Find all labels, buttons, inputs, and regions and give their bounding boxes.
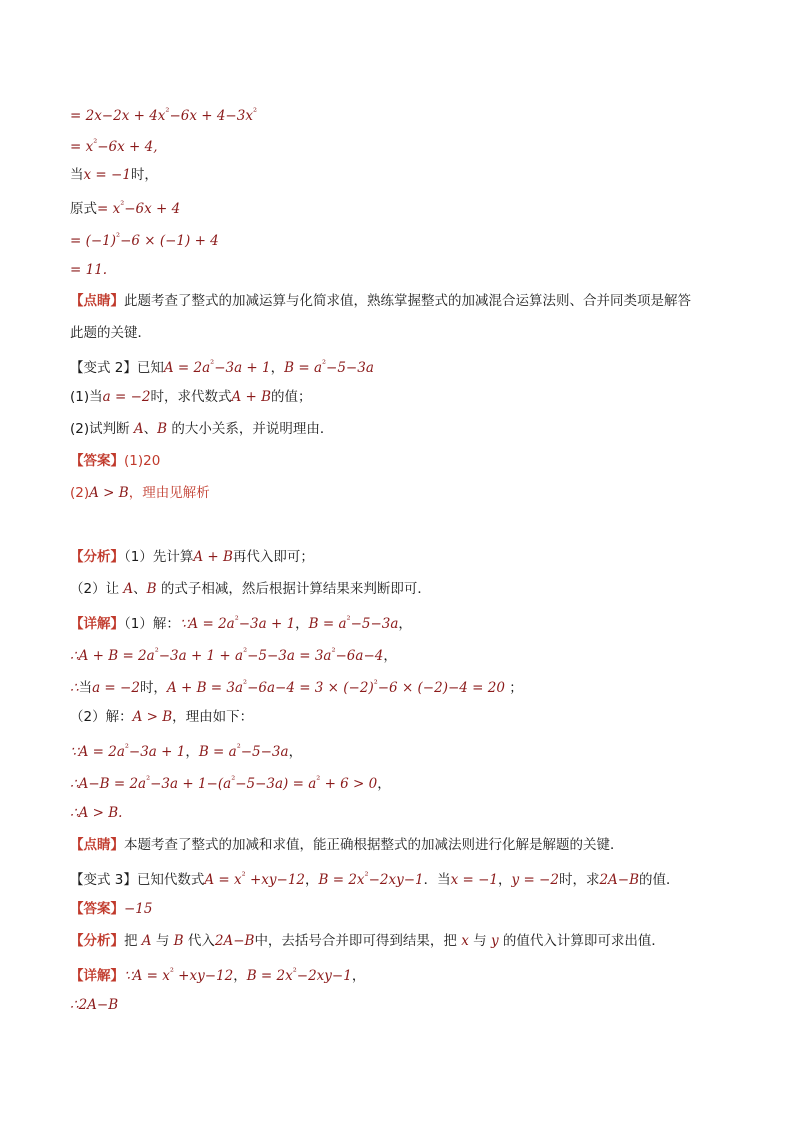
text-segment: （1）先计算 — [124, 549, 194, 565]
text-segment: ² — [236, 743, 241, 754]
text-segment: 【答案】 — [70, 453, 124, 469]
text-segment: 原式 — [70, 201, 97, 217]
text-line-26 — [70, 932, 724, 950]
text-line-2 — [70, 135, 724, 156]
text-segment: ² — [322, 359, 327, 370]
text-segment: ² — [292, 967, 297, 978]
text-segment: −15 — [124, 901, 153, 917]
text-segment: 、 — [133, 581, 147, 597]
text-segment: 2A−B — [214, 933, 255, 949]
text-segment: 时， — [139, 680, 167, 696]
text-segment: 【变式 2】已知 — [70, 360, 164, 376]
text-segment: ² — [210, 359, 215, 370]
text-line-22 — [70, 804, 724, 822]
text-segment: −5−3a — [350, 616, 399, 632]
text-segment: 当 — [78, 680, 93, 696]
text-line-13 — [70, 484, 724, 502]
text-segment: −5−3a = 3a — [247, 648, 332, 664]
text-line-14 — [70, 548, 724, 566]
text-segment: ∵A = x — [124, 968, 170, 984]
text-segment: （2）解： — [70, 709, 133, 725]
text-segment: ， — [288, 744, 303, 760]
text-segment: 时， — [130, 167, 158, 183]
text-segment: (1)当 — [70, 389, 103, 405]
text-line-12 — [70, 452, 724, 470]
text-segment: + 6 > 0 — [320, 776, 378, 792]
text-segment: −2xy−1 — [368, 872, 424, 888]
text-segment: ² — [316, 775, 321, 786]
text-segment: ² — [120, 200, 125, 211]
text-segment: A = 2a — [163, 360, 211, 376]
text-segment: −3a + 1 — [128, 744, 186, 760]
text-segment: ² — [331, 647, 336, 658]
text-segment: x — [461, 933, 469, 949]
text-segment: ∴A > B. — [70, 805, 123, 821]
text-segment: ， — [398, 616, 412, 632]
text-segment: ² — [154, 647, 159, 658]
text-segment: ² — [124, 743, 129, 754]
text-segment: （1）解： — [124, 616, 180, 632]
text-segment: (2)试判断 — [70, 421, 134, 437]
text-line-6 — [70, 261, 724, 279]
text-segment: −6 × (−2)−4 = 20 — [377, 680, 505, 696]
text-segment: ∵A = 2a — [70, 744, 125, 760]
text-segment: ² — [116, 232, 121, 243]
text-segment: ， — [383, 648, 397, 664]
text-segment: = (−1) — [70, 233, 117, 249]
text-segment: ； — [504, 680, 523, 696]
text-segment: 的值； — [271, 389, 312, 405]
text-segment: −3a + 1 — [238, 616, 296, 632]
text-segment: 【分析】 — [70, 549, 124, 565]
text-line-25 — [70, 900, 724, 918]
text-segment: −5−3a — [326, 360, 374, 376]
text-segment: ，理由见解析 — [128, 485, 210, 501]
text-segment: = x — [70, 139, 94, 155]
text-segment: ，理由如下： — [172, 709, 254, 725]
text-segment: 2A−B — [599, 872, 640, 888]
text-segment: 中，去括号合并即可得到结果，把 — [254, 933, 462, 949]
text-segment: −3a + 1 — [214, 360, 271, 376]
text-segment: ² — [165, 107, 170, 118]
text-segment: ² — [93, 138, 98, 149]
text-segment: −5−3a) = a — [235, 776, 317, 792]
text-segment: +xy−12 — [173, 968, 234, 984]
text-segment: 本题考查了整式的加减和求值，能正确根据整式的加减法则进行化解是解题的关键． — [124, 837, 624, 853]
text-segment: 当 — [70, 167, 84, 183]
text-segment: ∴A + B = 2a — [70, 648, 155, 664]
text-segment: −3a + 1−(a — [150, 776, 232, 792]
text-segment: 、 — [143, 421, 158, 437]
text-line-11 — [70, 420, 724, 438]
text-line-3 — [70, 166, 724, 184]
text-segment: A > B — [89, 485, 129, 501]
text-line-1 — [70, 104, 724, 125]
text-segment: B = 2x — [246, 968, 293, 984]
text-segment: ² — [234, 615, 239, 626]
text-line-8 — [70, 324, 724, 342]
text-segment: 此题考查了整式的加减运算与化简求值，熟练掌握整式的加减混合运算法则、合并同类项是解答 — [124, 293, 691, 309]
text-segment: 【变式 3】已知代数式 — [70, 872, 205, 888]
text-line-20 — [70, 740, 724, 761]
text-segment: 【答案】 — [70, 901, 124, 917]
text-segment: 把 — [124, 933, 142, 949]
text-line-17 — [70, 644, 724, 665]
text-line-16 — [70, 612, 724, 633]
text-segment: a = −2 — [92, 680, 140, 696]
text-segment: 的值代入计算即可求出值． — [498, 933, 665, 949]
text-segment: 的大小关系，并说明理由． — [167, 421, 334, 437]
text-segment: B = a — [308, 616, 347, 632]
text-segment: +xy−12 — [245, 872, 306, 888]
text-segment: ， — [185, 744, 199, 760]
text-segment: B = 2x — [318, 872, 365, 888]
text-segment: −2xy−1 — [296, 968, 352, 984]
text-segment: ² — [373, 679, 378, 690]
text-segment: −6a−4 = 3 × (−2) — [247, 680, 374, 696]
text-segment: 再代入即可； — [232, 549, 314, 565]
text-segment: ， — [270, 360, 285, 376]
text-segment: B — [173, 933, 184, 949]
text-segment: −6a−4 — [335, 648, 384, 664]
text-line-9 — [70, 356, 724, 377]
text-segment: ∴ — [70, 680, 79, 696]
text-segment: −5−3a — [240, 744, 289, 760]
text-segment: y — [490, 933, 499, 949]
text-segment: −6x + 4, — [97, 139, 158, 155]
text-segment: ² — [146, 775, 151, 786]
text-segment: ∴2A−B — [70, 997, 119, 1013]
text-segment: = x — [97, 201, 121, 217]
text-segment: A — [123, 581, 134, 597]
text-segment: 【详解】 — [70, 616, 124, 632]
text-segment: = 11. — [70, 262, 108, 278]
text-segment: ∴A−B = 2a — [70, 776, 147, 792]
text-segment: A + B — [193, 549, 233, 565]
text-segment: B — [146, 581, 157, 597]
text-segment: B — [157, 421, 168, 437]
text-segment: y = −2 — [511, 872, 559, 888]
text-segment: 【分析】 — [70, 933, 124, 949]
text-segment: (1)20 — [124, 453, 161, 469]
text-segment: ．当 — [423, 872, 451, 888]
text-segment: −6x + 4−3x — [169, 108, 253, 124]
text-segment: ， — [498, 872, 512, 888]
text-segment: −6 × (−1) + 4 — [120, 233, 219, 249]
text-segment: 的值． — [639, 872, 680, 888]
text-segment: 的式子相减，然后根据计算结果来判断即可． — [156, 581, 431, 597]
text-line-23 — [70, 836, 724, 854]
text-line-21 — [70, 772, 724, 793]
text-segment: 【点睛】 — [70, 837, 124, 853]
text-segment: B = a — [284, 360, 322, 376]
text-segment: ， — [377, 776, 391, 792]
text-segment: (2) — [70, 485, 90, 501]
text-segment: ² — [169, 967, 174, 978]
text-segment: 【详解】 — [70, 968, 124, 984]
text-segment: ² — [252, 107, 257, 118]
text-line-28 — [70, 996, 724, 1014]
text-segment: ² — [231, 775, 236, 786]
text-segment: ² — [241, 871, 246, 882]
text-segment: 与 — [151, 933, 174, 949]
text-segment: 时，求代数式 — [150, 389, 232, 405]
text-segment: （2）让 — [70, 581, 124, 597]
text-line-19 — [70, 708, 724, 726]
text-segment: ， — [295, 616, 309, 632]
text-segment: A > B — [132, 709, 173, 725]
text-segment: A + B — [231, 389, 272, 405]
text-segment: = 2x−2x + 4x — [70, 108, 166, 124]
text-segment: 与 — [468, 933, 491, 949]
text-segment: ， — [305, 872, 319, 888]
text-segment: 时，求 — [558, 872, 600, 888]
text-segment: A — [141, 933, 152, 949]
text-segment: x = −1 — [83, 167, 131, 183]
text-line-15 — [70, 580, 724, 598]
text-segment: ² — [243, 647, 248, 658]
text-segment: 代入 — [183, 933, 215, 949]
text-segment: A = x — [204, 872, 242, 888]
text-segment: A + B = 3a — [166, 680, 244, 696]
text-line-24 — [70, 868, 724, 889]
text-line-27 — [70, 964, 724, 985]
text-line-10 — [70, 388, 724, 406]
text-segment: ， — [233, 968, 247, 984]
text-segment: ， — [351, 968, 366, 984]
text-segment: ² — [346, 615, 351, 626]
text-segment: −3a + 1 + a — [158, 648, 244, 664]
text-segment: ∵A = 2a — [179, 616, 235, 632]
text-line-5 — [70, 229, 724, 250]
text-line-18 — [70, 676, 724, 697]
text-segment: B = a — [198, 744, 237, 760]
text-segment: A — [133, 421, 144, 437]
text-segment: ² — [364, 871, 369, 882]
text-segment: a = −2 — [102, 389, 151, 405]
text-segment: 【点睛】 — [70, 293, 124, 309]
text-segment: x = −1 — [450, 872, 499, 888]
text-segment: 此题的关键． — [70, 325, 151, 341]
text-segment: ² — [243, 679, 248, 690]
text-segment: −6x + 4 — [124, 201, 181, 217]
text-line-4 — [70, 197, 724, 218]
text-line-7 — [70, 292, 724, 310]
